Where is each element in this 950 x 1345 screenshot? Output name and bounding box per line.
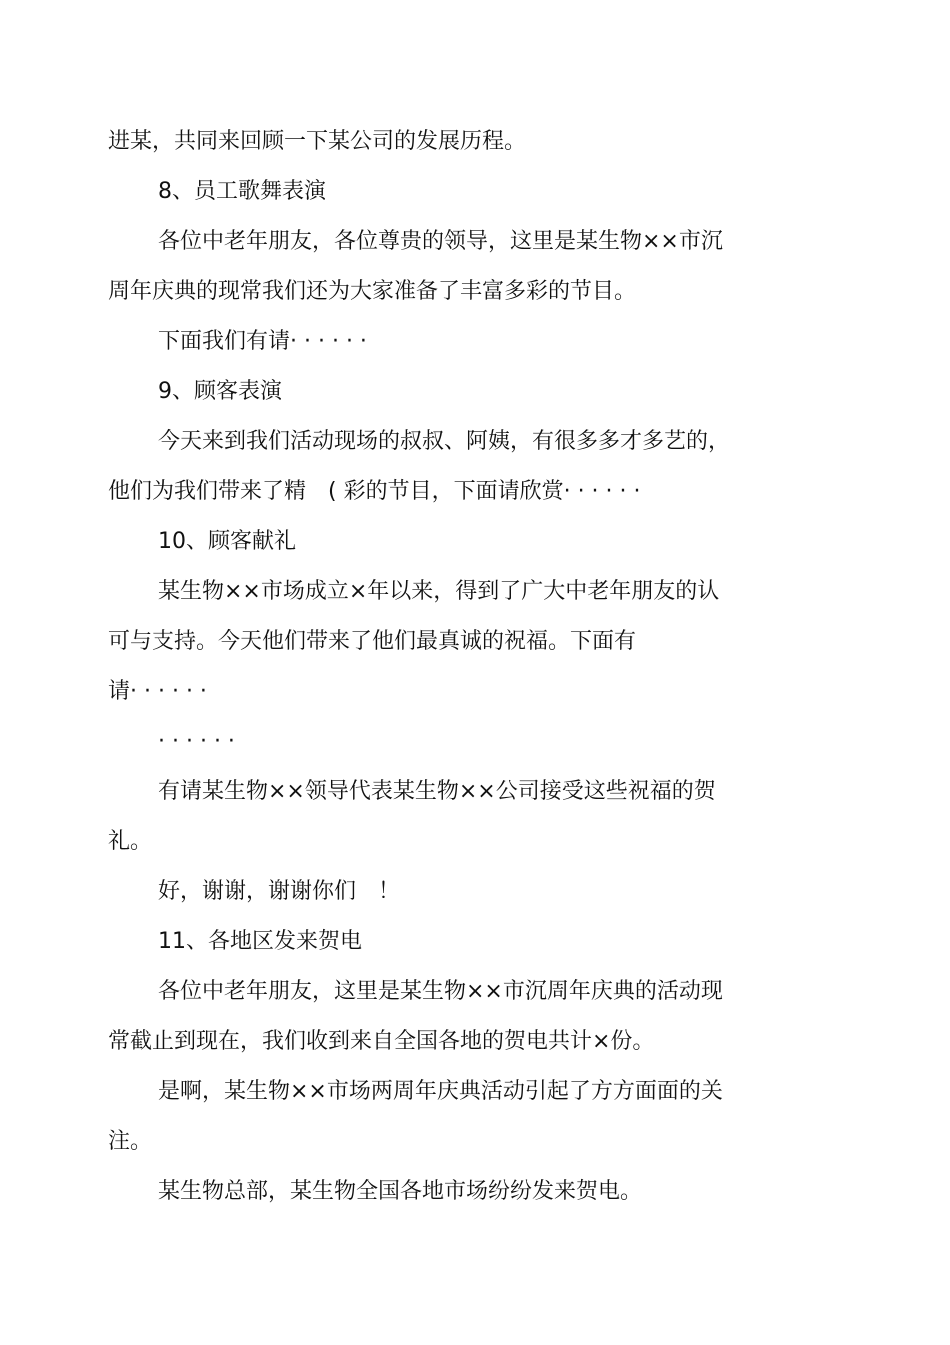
paragraph-line: 下面我们有请· · · · · · [158, 329, 367, 354]
paragraph-line: 周年庆典的现常我们还为大家准备了丰富多彩的节目。 [108, 279, 637, 304]
paragraph-line: 今天来到我们活动现场的叔叔、阿姨，有很多多才多艺的， [158, 429, 731, 454]
paragraph-line: 礼。 [108, 829, 153, 854]
paragraph-line: 各位中老年朋友，各位尊贵的领导，这里是某生物××市沉 [158, 229, 723, 254]
paragraph-line: 某生物总部，某生物全国各地市场纷纷发来贺电。 [158, 1179, 643, 1204]
paragraph-line: 有请某生物××领导代表某生物××公司接受这些祝福的贺 [158, 779, 716, 804]
paragraph-line: 可与支持。今天他们带来了他们最真诚的祝福。下面有 [108, 629, 637, 654]
paragraph-line: 好，谢谢，谢谢你们 ！ [158, 879, 401, 904]
ellipsis-line: · · · · · · [158, 729, 235, 754]
paragraph-line: 他们为我们带来了精 ( 彩的节目，下面请欣赏· · · · · · [108, 479, 641, 504]
section-heading: 11、各地区发来贺电 [158, 929, 362, 954]
paragraph-line: 各位中老年朋友，这里是某生物××市沉周年庆典的活动现 [158, 979, 723, 1004]
paragraph-line: 某生物××市场成立×年以来，得到了广大中老年朋友的认 [158, 579, 720, 604]
paragraph-line: 常截止到现在，我们收到来自全国各地的贺电共计×份。 [108, 1029, 655, 1054]
section-heading: 10、顾客献礼 [158, 529, 296, 554]
section-heading: 9、顾客表演 [158, 379, 282, 404]
paragraph-line: 是啊，某生物××市场两周年庆典活动引起了方方面面的关 [158, 1079, 723, 1104]
section-heading: 8、员工歌舞表演 [158, 179, 326, 204]
paragraph-line: 注。 [108, 1129, 153, 1154]
paragraph-line: 请· · · · · · [108, 679, 207, 704]
paragraph-line: 进某，共同来回顾一下某公司的发展历程。 [108, 129, 527, 154]
